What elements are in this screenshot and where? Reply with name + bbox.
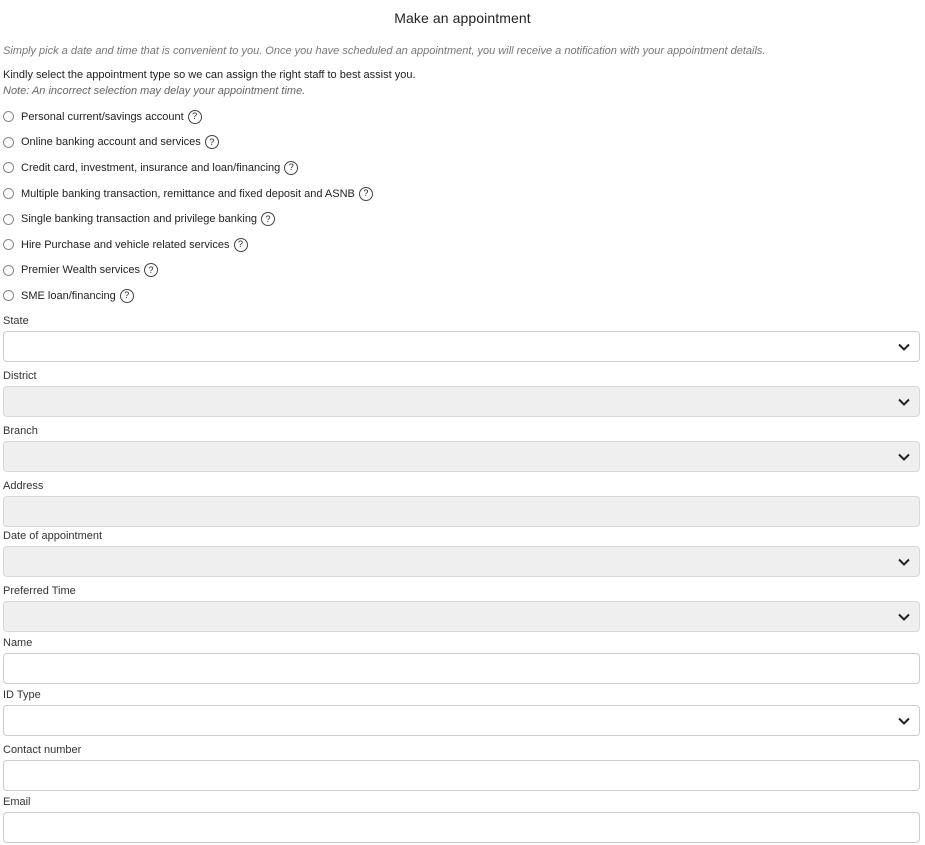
- instruction-text: Kindly select the appointment type so we can assign the right staff to best assist you.: [3, 69, 416, 81]
- state-select[interactable]: [3, 331, 920, 362]
- radio-label: Credit card, investment, insurance and loan/financing: [21, 161, 281, 174]
- radio-button[interactable]: [3, 188, 14, 199]
- radio-label: Premier Wealth services: [21, 264, 140, 277]
- appointment-type-list: [3, 104, 373, 309]
- radio-button[interactable]: [3, 214, 14, 225]
- radio-label: Personal current/savings account: [21, 110, 184, 123]
- contact-input[interactable]: [4, 761, 919, 790]
- time-label: Preferred Time: [3, 585, 76, 597]
- note-text: Note: An incorrect selection may delay your appointment time.: [3, 85, 306, 97]
- radio-button[interactable]: [3, 137, 14, 148]
- email-input[interactable]: [4, 813, 919, 842]
- radio-option-sme-loan[interactable]: [3, 283, 373, 309]
- radio-label: SME loan/financing: [21, 289, 116, 302]
- state-field: [3, 314, 920, 362]
- contact-label: Contact number: [3, 744, 82, 756]
- radio-option-credit-card[interactable]: [3, 155, 373, 181]
- chevron-down-icon: [898, 453, 910, 461]
- radio-option-online-banking[interactable]: [3, 130, 373, 156]
- radio-label: Single banking transaction and privilege banking: [21, 213, 258, 226]
- address-input[interactable]: [3, 496, 920, 527]
- date-label: Date of appointment: [3, 530, 103, 542]
- radio-button[interactable]: [3, 111, 14, 122]
- radio-option-multiple-banking[interactable]: [3, 181, 373, 207]
- chevron-down-icon: [898, 398, 910, 406]
- question-circle-icon[interactable]: ?: [120, 289, 134, 303]
- address-label: Address: [3, 480, 44, 492]
- district-field: [3, 369, 920, 417]
- email-field: [3, 795, 920, 843]
- radio-button[interactable]: [3, 239, 14, 250]
- radio-button[interactable]: [3, 162, 14, 173]
- branch-field: [3, 424, 920, 472]
- question-circle-icon[interactable]: ?: [261, 212, 275, 226]
- question-circle-icon[interactable]: ?: [234, 238, 248, 252]
- contact-field: [3, 743, 920, 791]
- address-field: [3, 479, 920, 527]
- branch-label: Branch: [3, 425, 38, 437]
- email-label: Email: [3, 796, 31, 808]
- name-field: [3, 636, 920, 684]
- district-label: District: [3, 370, 37, 382]
- chevron-down-icon: [898, 558, 910, 566]
- radio-option-single-banking[interactable]: [3, 206, 373, 232]
- radio-label: Hire Purchase and vehicle related services: [21, 238, 230, 251]
- date-field: [3, 529, 920, 577]
- branch-select[interactable]: [3, 441, 920, 472]
- question-circle-icon[interactable]: ?: [359, 187, 373, 201]
- name-input[interactable]: [4, 654, 919, 683]
- id-type-field: [3, 688, 920, 736]
- chevron-down-icon: [898, 717, 910, 725]
- name-input-wrapper: [3, 653, 920, 684]
- chevron-down-icon: [898, 613, 910, 621]
- intro-text: Simply pick a date and time that is convenient to you. Once you have scheduled an appointment, you will receive a notification with your appointment details.: [3, 45, 766, 57]
- question-circle-icon[interactable]: ?: [188, 110, 202, 124]
- radio-button[interactable]: [3, 265, 14, 276]
- contact-input-wrapper: [3, 760, 920, 791]
- radio-option-premier-wealth[interactable]: [3, 258, 373, 284]
- question-circle-icon[interactable]: ?: [284, 161, 298, 175]
- date-select[interactable]: [3, 546, 920, 577]
- chevron-down-icon: [898, 343, 910, 351]
- page-title: Make an appointment: [394, 10, 531, 26]
- time-field: [3, 584, 920, 632]
- radio-label: Multiple banking transaction, remittance and fixed deposit and ASNB: [21, 187, 355, 200]
- name-label: Name: [3, 637, 33, 649]
- email-input-wrapper: [3, 812, 920, 843]
- question-circle-icon[interactable]: ?: [205, 135, 219, 149]
- time-select[interactable]: [3, 601, 920, 632]
- district-select[interactable]: [3, 386, 920, 417]
- radio-label: Online banking account and services: [21, 136, 201, 149]
- radio-button[interactable]: [3, 290, 14, 301]
- radio-option-hire-purchase[interactable]: [3, 232, 373, 258]
- radio-option-personal-account[interactable]: [3, 104, 373, 130]
- question-circle-icon[interactable]: ?: [144, 263, 158, 277]
- id-type-label: ID Type: [3, 689, 41, 701]
- state-label: State: [3, 315, 29, 327]
- id-type-select[interactable]: [3, 705, 920, 736]
